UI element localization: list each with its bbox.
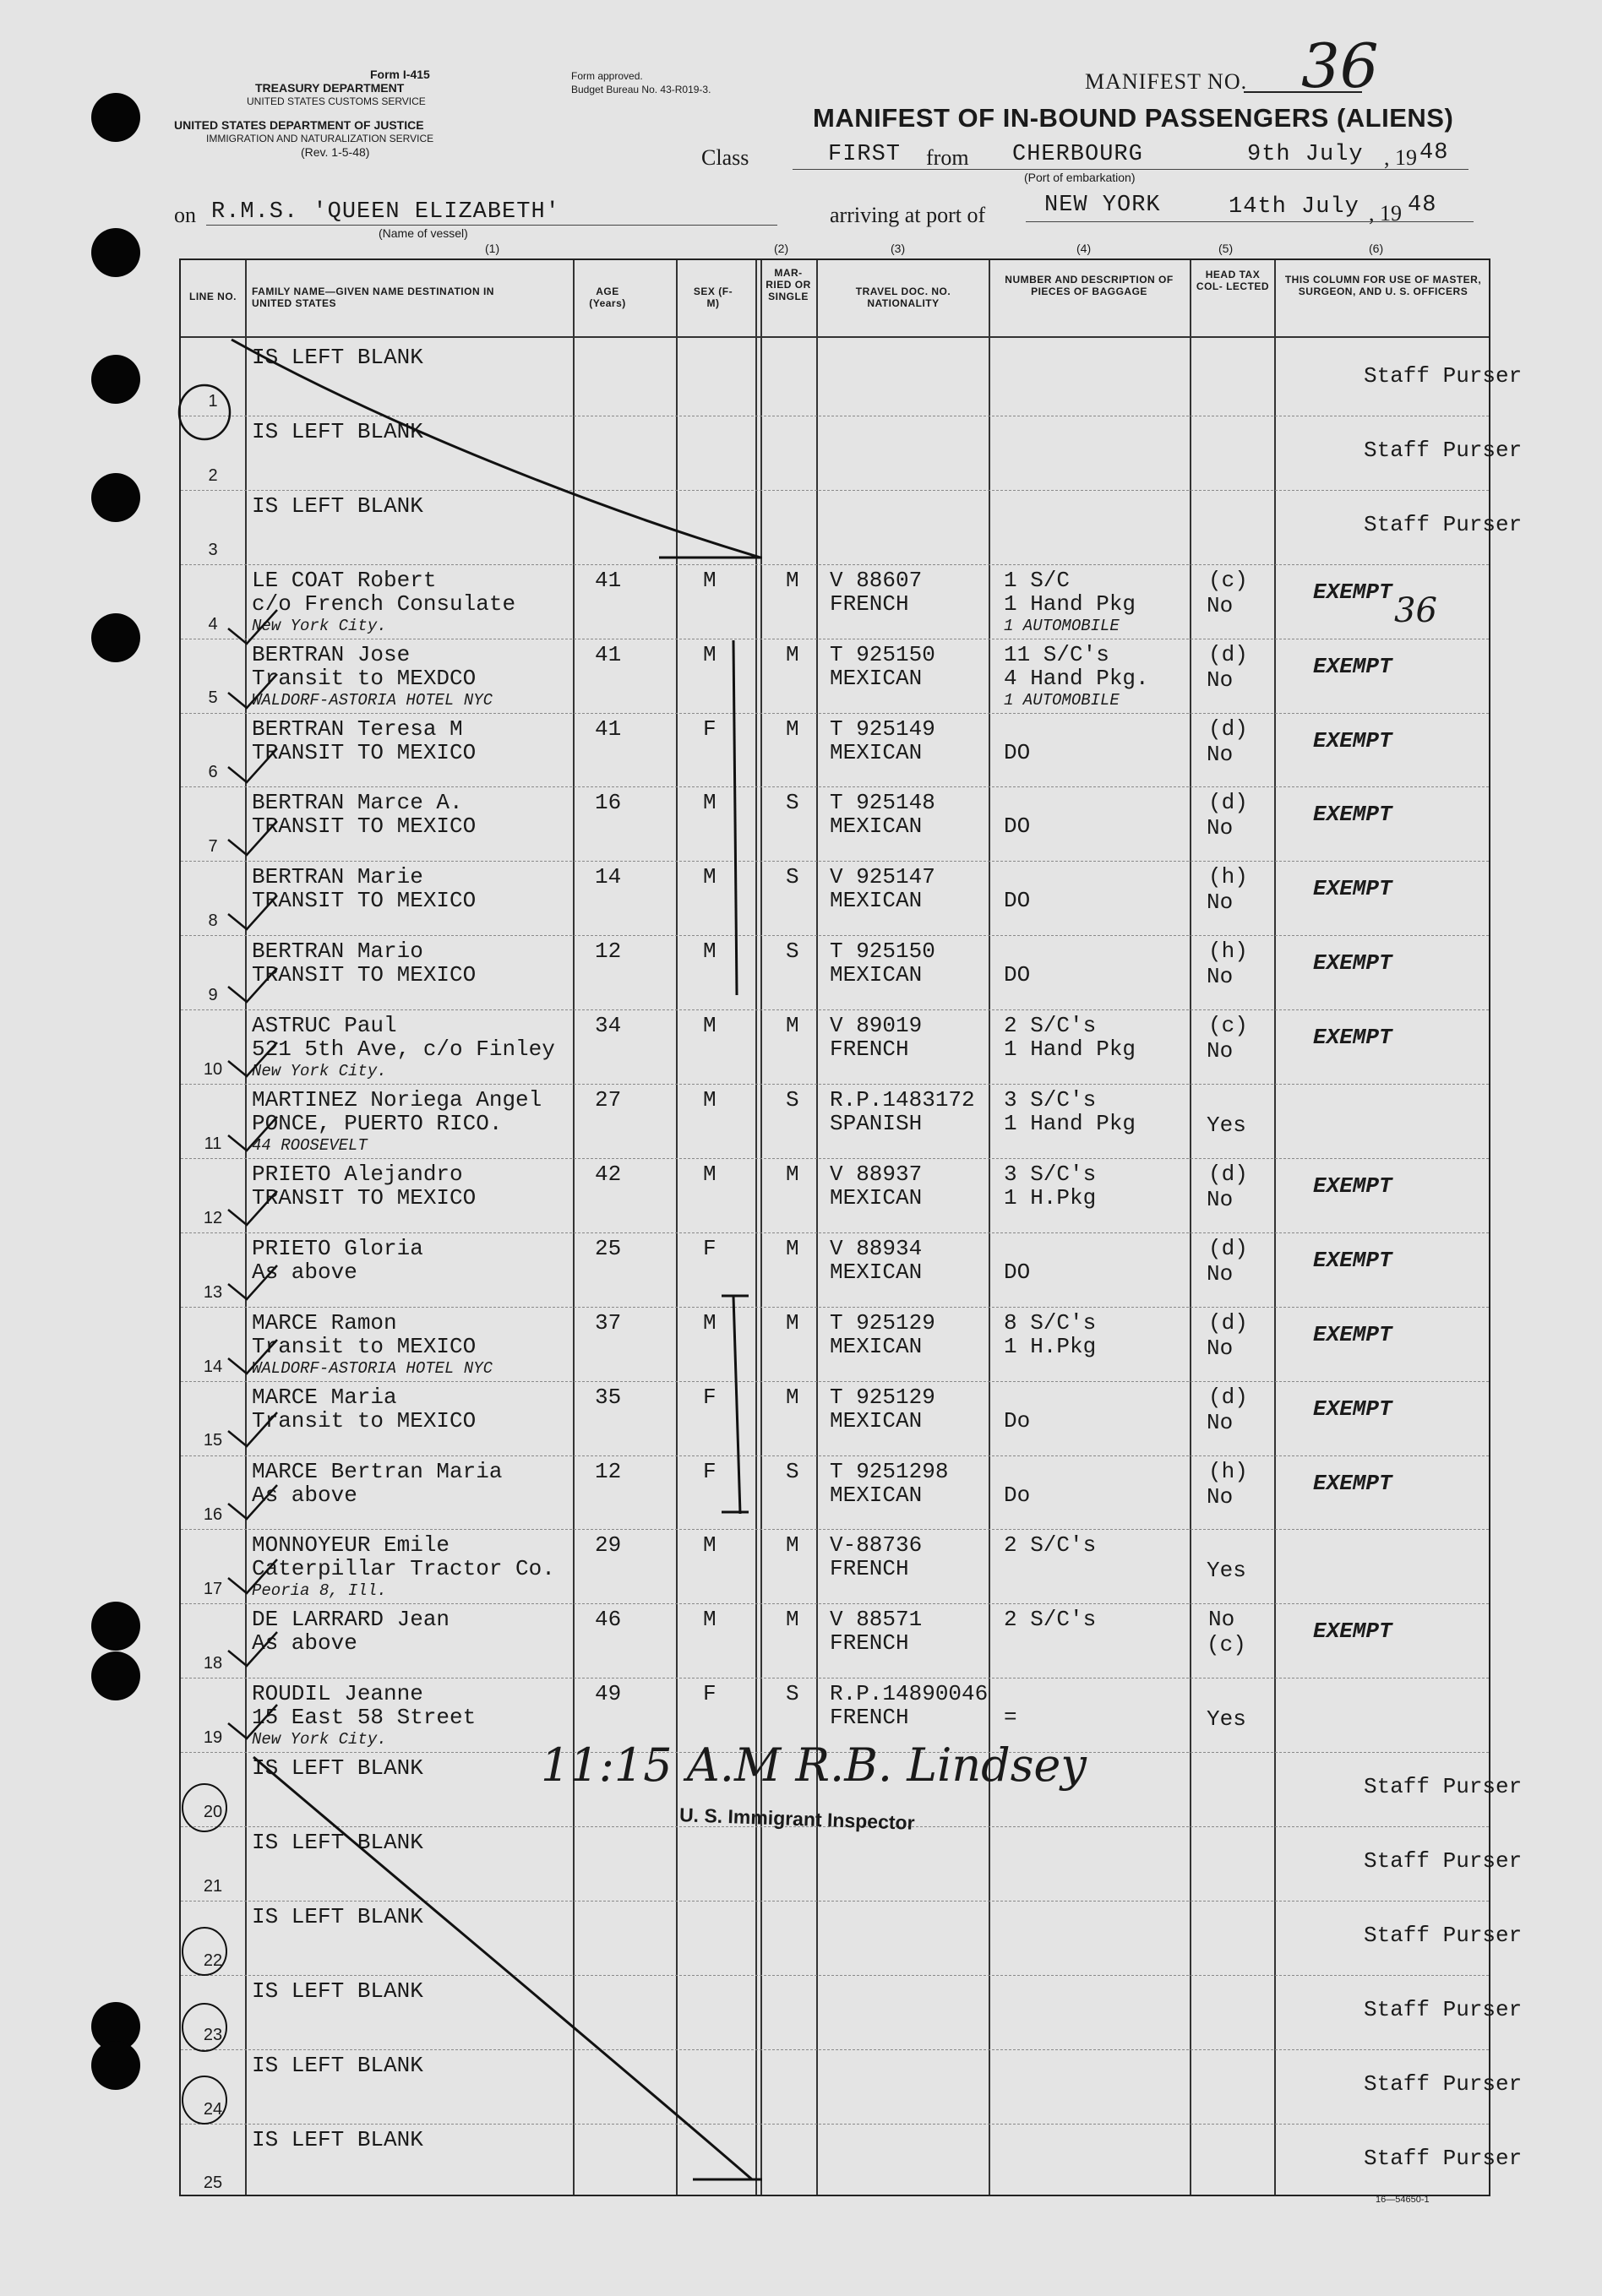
cell-tax2: No [1207, 666, 1234, 693]
line-number: 1 [208, 391, 218, 411]
arriving-label: arriving at port of [830, 203, 986, 227]
col-number-6: (6) [1369, 242, 1384, 255]
cell-tax1: (d) [1208, 790, 1248, 816]
cell-age: 42 [595, 1161, 622, 1187]
cell-doc: V 89019 [830, 1013, 923, 1039]
cell-name: BERTRAN Jose [252, 641, 411, 667]
cell-name: IS LEFT BLANK [252, 2052, 423, 2078]
cell-tax1: (h) [1208, 1458, 1248, 1484]
cell-bag2: DO [1004, 813, 1031, 840]
cell-sex: M [703, 1013, 717, 1039]
year-prefix-1: , 19 [1384, 145, 1417, 170]
cell-name: IS LEFT BLANK [252, 492, 423, 519]
class-value: FIRST [828, 142, 902, 167]
line-number: 18 [203, 1654, 223, 1673]
cell-nat: FRENCH [830, 1705, 909, 1731]
cell-dest: TRANSIT TO MEXICO [252, 1184, 477, 1211]
cell-bag2: 4 Hand Pkg. [1004, 665, 1149, 691]
line-number: 12 [203, 1208, 223, 1227]
cell-officer: Staff Purser [1364, 1774, 1523, 1800]
cell-nat: MEXICAN [830, 888, 923, 914]
cell-officer: EXEMPT [1313, 1025, 1392, 1051]
cell-nat: MEXICAN [830, 1184, 923, 1211]
class-label: Class [701, 145, 749, 170]
manifest-number: 36 [1301, 30, 1379, 101]
cell-tax2: No [1207, 1186, 1234, 1212]
cell-officer: EXEMPT [1313, 950, 1392, 977]
cell-tax1: (d) [1208, 1235, 1248, 1261]
cell-dest2: WALDORF-ASTORIA HOTEL NYC [252, 690, 493, 710]
cell-bag2: 1 Hand Pkg [1004, 590, 1136, 617]
cell-bag3: 1 AUTOMOBILE [1004, 616, 1120, 635]
cell-name: BERTRAN Marie [252, 864, 423, 890]
ins-label: IMMIGRATION AND NATURALIZATION SERVICE [206, 133, 434, 144]
cell-ms: M [786, 567, 799, 593]
cell-dest: 15 East 58 Street [252, 1705, 477, 1731]
cell-name: MARTINEZ Noriega Angel [252, 1087, 542, 1113]
col-header-head-tax: HEAD TAX COL- LECTED [1196, 269, 1270, 292]
cell-dest2: WALDORF-ASTORIA HOTEL NYC [252, 1358, 493, 1378]
cell-sex: M [703, 567, 717, 593]
cell-bag1: 2 S/C's [1004, 1013, 1097, 1039]
cell-name: ROUDIL Jeanne [252, 1681, 423, 1707]
cell-ms: S [786, 1681, 799, 1707]
cell-tax1: (d) [1208, 1384, 1248, 1410]
cell-age: 46 [595, 1607, 622, 1633]
cell-name: IS LEFT BLANK [252, 1830, 423, 1855]
cell-name: PRIETO Alejandro [252, 1161, 463, 1187]
cell-tax2: No [1207, 741, 1234, 767]
cell-name: IS LEFT BLANK [252, 2126, 423, 2152]
cell-bag1: 2 S/C's [1004, 1532, 1097, 1559]
cell-nat: MEXICAN [830, 665, 923, 691]
line-number: 3 [208, 540, 218, 559]
cell-nat: MEXICAN [830, 962, 923, 988]
cell-doc: T 925148 [830, 790, 935, 816]
col-header-sex: SEX (F-M) [693, 286, 733, 309]
cell-nat: MEXICAN [830, 1407, 923, 1434]
line-number: 5 [208, 688, 218, 708]
col-number-5: (5) [1218, 242, 1234, 255]
cell-name: BERTRAN Mario [252, 939, 423, 965]
cell-bag2: = [1004, 1705, 1017, 1731]
cell-age: 49 [595, 1681, 622, 1707]
cell-age: 29 [595, 1532, 622, 1559]
cell-doc: V 88937 [830, 1161, 923, 1187]
cell-dest: TRANSIT TO MEXICO [252, 813, 477, 840]
cell-nat: FRENCH [830, 590, 909, 617]
cell-doc: R.P.1483172 [830, 1087, 975, 1113]
cell-age: 12 [595, 1458, 622, 1484]
cell-bag1: 3 S/C's [1004, 1087, 1097, 1113]
cell-ms: S [786, 864, 799, 890]
cell-bag2: 1 H.Pkg [1004, 1184, 1097, 1211]
cell-nat: MEXICAN [830, 1259, 923, 1285]
cell-officer: Staff Purser [1364, 511, 1523, 537]
embarkation-date: 9th July [1247, 142, 1364, 167]
cell-name: PRIETO Gloria [252, 1235, 423, 1261]
line-number: 10 [203, 1059, 223, 1079]
cell-dest: Caterpillar Tractor Co. [252, 1556, 555, 1582]
cell-officer: EXEMPT [1313, 1321, 1392, 1347]
cell-sex: M [703, 1607, 717, 1633]
revision-date: (Rev. 1-5-48) [301, 145, 370, 159]
cell-bag1: 8 S/C's [1004, 1309, 1097, 1336]
line-number: 9 [208, 986, 218, 1005]
cell-ms: M [786, 1384, 799, 1410]
cell-dest: As above [252, 1482, 357, 1508]
cell-name: IS LEFT BLANK [252, 1755, 423, 1782]
line-number: 17 [203, 1580, 223, 1599]
line-number: 20 [203, 1802, 223, 1821]
cell-ms: M [786, 1532, 799, 1559]
cell-doc: R.P.14890046 [830, 1681, 989, 1707]
cell-bag2: DO [1004, 1259, 1031, 1285]
cell-name: ASTRUC Paul [252, 1013, 397, 1039]
cell-officer: EXEMPT [1313, 1619, 1392, 1645]
cell-officer: Staff Purser [1364, 1848, 1523, 1874]
manifest-number-label: MANIFEST NO. [1085, 69, 1248, 94]
cell-tax1: (d) [1208, 1161, 1248, 1187]
line-number: 13 [203, 1282, 223, 1302]
cell-tax1: (c) [1208, 1013, 1248, 1039]
cell-officer: EXEMPT [1313, 802, 1392, 828]
vessel-name: R.M.S. 'QUEEN ELIZABETH' [211, 199, 560, 225]
cell-ms: M [786, 1235, 799, 1261]
cell-ms: S [786, 1458, 799, 1484]
cell-officer: EXEMPT [1313, 1172, 1392, 1199]
form-number: Form I-415 [370, 68, 430, 81]
cell-sex: M [703, 1161, 717, 1187]
cell-ms: M [786, 641, 799, 667]
col-header-baggage: NUMBER AND DESCRIPTION OF PIECES OF BAGGAGE [1005, 274, 1174, 297]
cell-officer: Staff Purser [1364, 1996, 1523, 2022]
cell-doc: V 925147 [830, 864, 935, 890]
cell-officer: EXEMPT [1313, 1247, 1392, 1273]
year-suffix-2: 48 [1408, 193, 1437, 218]
cell-sex: F [703, 1458, 717, 1484]
cell-age: 16 [595, 790, 622, 816]
cell-officer: EXEMPT [1313, 653, 1392, 679]
cell-tax2: No [1207, 964, 1234, 990]
cell-nat: MEXICAN [830, 1482, 923, 1508]
line-number: 16 [203, 1505, 223, 1525]
cell-ms: S [786, 939, 799, 965]
cell-officer: EXEMPT [1313, 1396, 1392, 1422]
line-number: 8 [208, 911, 218, 931]
cell-ms: M [786, 1161, 799, 1187]
vessel-caption: (Name of vessel) [379, 226, 468, 240]
col-header-married: MAR- RIED OR SINGLE [766, 267, 811, 302]
cell-ms: M [786, 1309, 799, 1336]
cell-age: 14 [595, 864, 622, 890]
department-of-justice: UNITED STATES DEPARTMENT OF JUSTICE [174, 118, 424, 132]
cell-tax1: (h) [1208, 939, 1248, 965]
cell-name: IS LEFT BLANK [252, 418, 423, 444]
cell-age: 41 [595, 567, 622, 593]
cell-bag2: DO [1004, 888, 1031, 914]
cell-ms: S [786, 1087, 799, 1113]
on-label: on [174, 203, 196, 227]
cell-doc: T 925150 [830, 939, 935, 965]
cell-name: MARCE Bertran Maria [252, 1458, 503, 1484]
cell-doc: T 925150 [830, 641, 935, 667]
col-header-line-no: LINE NO. [188, 291, 237, 302]
cell-bag2: Do [1004, 1407, 1031, 1434]
line-number: 25 [203, 2174, 223, 2193]
cell-dest: c/o French Consulate [252, 590, 516, 617]
cell-sex: M [703, 1309, 717, 1336]
cell-age: 37 [595, 1309, 622, 1336]
cell-bag2: 1 Hand Pkg [1004, 1036, 1136, 1063]
cell-doc: V 88607 [830, 567, 923, 593]
cell-tax2: (c) [1207, 1632, 1246, 1658]
cell-tax1: (c) [1208, 567, 1248, 593]
line-number: 6 [208, 763, 218, 782]
cell-bag2: DO [1004, 739, 1031, 765]
cell-tax2: No [1207, 890, 1234, 916]
cell-tax2: No [1207, 1409, 1234, 1435]
cell-ms: S [786, 790, 799, 816]
cell-dest: As above [252, 1630, 357, 1657]
cell-dest2: New York City. [252, 616, 387, 635]
cell-doc: V-88736 [830, 1532, 923, 1559]
col-number-2: (2) [774, 242, 789, 255]
cell-ms: M [786, 1607, 799, 1633]
year-suffix-1: 48 [1419, 140, 1449, 166]
line-number: 14 [203, 1357, 223, 1376]
budget-bureau: Budget Bureau No. 43-R019-3. [571, 84, 711, 95]
arrival-port: NEW YORK [1044, 193, 1161, 218]
cell-sex: F [703, 1681, 717, 1707]
cell-sex: M [703, 641, 717, 667]
inspector-handwritten-note: 11:15 A.M R.B. Lindsey [541, 1738, 1087, 1792]
cell-dest: TRANSIT TO MEXICO [252, 739, 477, 765]
cell-sex: M [703, 864, 717, 890]
line-number: 22 [203, 1951, 223, 1970]
cell-officer: EXEMPT [1313, 579, 1392, 605]
cell-doc: T 925129 [830, 1309, 935, 1336]
cell-tax1: (h) [1208, 864, 1248, 890]
cell-tax2: No [1207, 815, 1234, 841]
cell-ms: M [786, 1013, 799, 1039]
cell-dest: Transit to MEXDCO [252, 665, 477, 691]
cell-name: MARCE Maria [252, 1384, 397, 1410]
cell-officer: Staff Purser [1364, 363, 1523, 389]
line-number: 21 [203, 1876, 223, 1896]
cell-dest: TRANSIT TO MEXICO [252, 888, 477, 914]
line-number: 15 [203, 1431, 223, 1450]
cell-bag1: 2 S/C's [1004, 1607, 1097, 1633]
manifest-title: MANIFEST OF IN-BOUND PASSENGERS (ALIENS) [813, 103, 1454, 133]
year-prefix-2: , 19 [1369, 201, 1402, 226]
cell-dest: 521 5th Ave, c/o Finley [252, 1036, 555, 1063]
from-label: from [926, 145, 969, 170]
cell-dest: Transit to MEXICO [252, 1407, 477, 1434]
cell-dest2: Peoria 8, Ill. [252, 1581, 387, 1601]
inspector-stamp: U. S. Immigrant Inspector [678, 1804, 915, 1834]
cell-bag2: 1 Hand Pkg [1004, 1111, 1136, 1136]
cell-dest: PONCE, PUERTO RICO. [252, 1111, 503, 1136]
cell-sex: F [703, 1384, 717, 1410]
form-approved: Form approved. [571, 70, 643, 82]
cell-tax1: (d) [1208, 715, 1248, 742]
cell-tax1: (d) [1208, 641, 1248, 667]
cell-dest2: 44 ROOSEVELT [252, 1136, 368, 1155]
col-number-1: (1) [485, 242, 500, 255]
cell-name: MONNOYEUR Emile [252, 1532, 450, 1559]
cell-bag1: 3 S/C's [1004, 1161, 1097, 1187]
cell-tax2: No [1207, 1038, 1234, 1064]
cell-officer: Staff Purser [1364, 2070, 1523, 2097]
col-header-travel-doc: TRAVEL DOC. NO. NATIONALITY [855, 286, 951, 309]
cell-doc: T 925149 [830, 715, 935, 742]
cell-nat: FRENCH [830, 1556, 909, 1582]
cell-name: IS LEFT BLANK [252, 1903, 423, 1929]
cell-doc: V 88571 [830, 1607, 923, 1633]
cell-sex: F [703, 715, 717, 742]
cell-tax1: (d) [1208, 1309, 1248, 1336]
cell-doc: T 925129 [830, 1384, 935, 1410]
cell-nat: SPANISH [830, 1111, 923, 1136]
line-number: 4 [208, 614, 218, 634]
col-header-officers: THIS COLUMN FOR USE OF MASTER, SURGEON, AND U. S. OFFICERS [1284, 274, 1482, 297]
cell-nat: MEXICAN [830, 1333, 923, 1359]
line-number: 7 [208, 837, 218, 857]
cell-nat: FRENCH [830, 1630, 909, 1657]
cell-tax1: No [1208, 1607, 1235, 1633]
cell-officer: EXEMPT [1313, 1470, 1392, 1496]
line-number: 23 [203, 2025, 223, 2044]
cell-bag2: 1 H.Pkg [1004, 1333, 1097, 1359]
cell-dest: TRANSIT TO MEXICO [252, 962, 477, 988]
cell-name: IS LEFT BLANK [252, 1978, 423, 2004]
cell-tax2: No [1207, 592, 1234, 618]
customs-service: UNITED STATES CUSTOMS SERVICE [247, 95, 426, 107]
cell-name: BERTRAN Teresa M [252, 715, 463, 742]
cell-officer: Staff Purser [1364, 437, 1523, 463]
cell-tax2: Yes [1207, 1706, 1246, 1733]
cell-name: IS LEFT BLANK [252, 345, 423, 370]
col-number-3: (3) [891, 242, 906, 255]
cell-sex: F [703, 1235, 717, 1261]
cell-age: 41 [595, 715, 622, 742]
cell-sex: M [703, 790, 717, 816]
line-number: 2 [208, 465, 218, 485]
embarkation-port: CHERBOURG [1012, 142, 1143, 167]
cell-officer: Staff Purser [1364, 2145, 1523, 2171]
cell-officer: Staff Purser [1364, 1922, 1523, 1948]
cell-dest: As above [252, 1259, 357, 1285]
cell-name: MARCE Ramon [252, 1309, 397, 1336]
cell-bag2: Do [1004, 1482, 1031, 1508]
cell-age: 27 [595, 1087, 622, 1113]
line-number: 24 [203, 2099, 223, 2119]
margin-manifest-number: 36 [1394, 591, 1437, 630]
print-code: 16—54650-1 [1376, 2195, 1430, 2205]
cell-dest2: New York City. [252, 1730, 387, 1749]
col-number-4: (4) [1076, 242, 1092, 255]
line-number: 19 [203, 1728, 223, 1748]
cell-age: 34 [595, 1013, 622, 1039]
cell-bag1: 1 S/C [1004, 567, 1071, 593]
cell-tax2: Yes [1207, 1113, 1246, 1138]
cell-dest2: New York City. [252, 1062, 387, 1081]
cell-bag2: DO [1004, 962, 1031, 988]
cell-name: BERTRAN Marce A. [252, 790, 463, 816]
cell-name: LE COAT Robert [252, 567, 437, 593]
cell-bag3: 1 AUTOMOBILE [1004, 690, 1120, 710]
line-number: 11 [204, 1134, 222, 1153]
cell-officer: EXEMPT [1313, 876, 1392, 902]
cell-nat: FRENCH [830, 1036, 909, 1063]
arrival-date: 14th July [1229, 194, 1360, 220]
treasury-department: TREASURY DEPARTMENT [255, 81, 405, 95]
col-header-age: AGE (Years) [589, 286, 626, 309]
cell-tax2: No [1207, 1335, 1234, 1361]
cell-ms: M [786, 715, 799, 742]
embarkation-caption: (Port of embarkation) [1024, 171, 1136, 184]
cell-doc: T 9251298 [830, 1458, 949, 1484]
cell-sex: M [703, 1087, 717, 1113]
col-header-name: FAMILY NAME—GIVEN NAME DESTINATION IN UNITED STATES [252, 286, 494, 309]
cell-nat: MEXICAN [830, 813, 923, 840]
cell-age: 12 [595, 939, 622, 965]
cell-dest: Transit to MEXICO [252, 1333, 477, 1359]
cell-tax2: Yes [1207, 1558, 1246, 1584]
cell-age: 25 [595, 1235, 622, 1261]
cell-age: 35 [595, 1384, 622, 1410]
cell-nat: MEXICAN [830, 739, 923, 765]
cell-tax2: No [1207, 1483, 1234, 1510]
cell-age: 41 [595, 641, 622, 667]
cell-bag1: 11 S/C's [1004, 641, 1109, 667]
cell-name: DE LARRARD Jean [252, 1607, 450, 1633]
cell-sex: M [703, 1532, 717, 1559]
cell-officer: EXEMPT [1313, 727, 1392, 754]
cell-sex: M [703, 939, 717, 965]
cell-tax2: No [1207, 1260, 1234, 1287]
cell-doc: V 88934 [830, 1235, 923, 1261]
